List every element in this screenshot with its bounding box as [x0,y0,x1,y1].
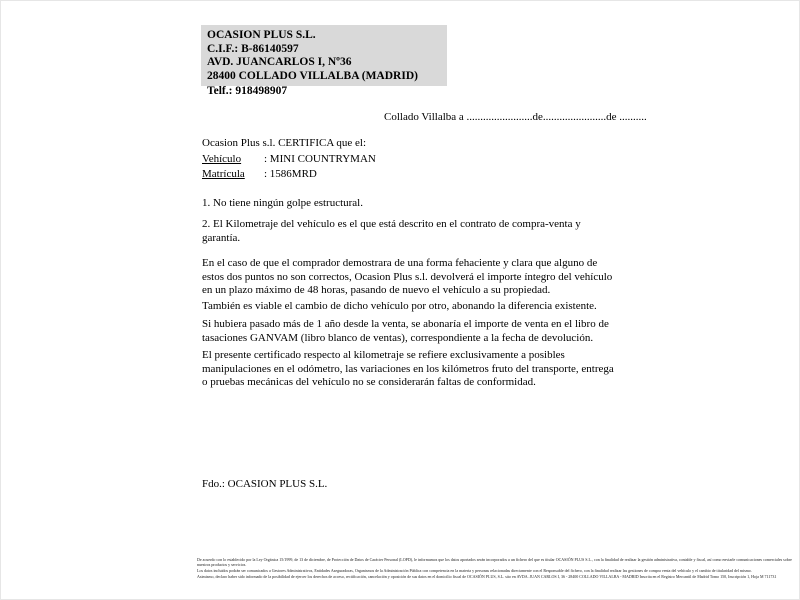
certified-point-2: 2. El Kilometraje del vehículo es el que está descrito en el contrato de compra-venta y garantía. [202,218,581,244]
legal-footer-line: Asimismo, declaro haber sido informado de la posibilidad de ejercer los derechos de acceso, rectificación, cancelación y oposición de sus datos en el domicilio fiscal de OCASIÓN PLUS, S.L. sito en AVDA. JUAN CARLOS I, 36 - 28400 COLLADO VILLALBA - MADRID Inscrita en el Registro Mercantil de Madrid Tomo 150, Inscripción 1, Hoja M 711731 [197,574,777,579]
legal-footer-line: De acuerdo con lo establecido por la Ley Orgánica 15/1999, de 13 de diciembre, de Protección de Datos de Carácter Personal (LOPD), le informamos que los datos aportados serán incorporados a un fichero del que es titular OCASIÓN PLUS S.L., con la finalidad de realizar la gestión administrativa, contable y fiscal, así como enviarle comunicaciones comerciales sobre nuestros productos y servicios. [197,557,792,567]
plate-label: Matrícula [202,168,245,180]
certify-block [202,136,376,183]
signature-line: Fdo.: OCASION PLUS S.L. [202,478,328,490]
certify-intro: Ocasion Plus s.l. CERTIFICA que el: [202,137,367,149]
company-city: 28400 COLLADO VILLALBA (MADRID) [207,69,418,82]
vehicle-row [202,152,376,168]
vehicle-label: Vehículo [202,152,242,165]
legal-footer [197,557,793,580]
plate-value: : 1586MRD [264,168,317,180]
legal-footer-line: Los datos incluidos podrán ser comunicados a Gestores Administrativos, Entidades Aseguradoras, Organismos de la Administración Pública con competencia en la materia y personas relacionadas directamente con el Responsable del fichero, con la finalidad realizar las gestiones de compra venta del vehículo y el cambio de titularidad del mismo. [197,568,752,573]
letterhead [201,25,447,86]
company-phone: Telf.: 918498907 [207,85,288,97]
paragraph-ganvam: Si hubiera pasado más de 1 año desde la venta, se abonaría el importe de venta en el libro de tasaciones GANVAM (libro blanco de ventas), correspondiente a la fecha de devolución. [202,318,609,344]
paragraph-refund: En el caso de que el comprador demostrara de una forma fehaciente y clara que alguno de estos dos puntos no son correctos, Ocasion Plus s.l. devolverá el importe íntegro del vehículo en un plazo máximo de 48 horas, pasando de nuevo el vehículo a su propiedad. [202,257,613,296]
company-cif: C.I.F.: B-86140597 [207,42,299,55]
certified-point-1: 1. No tiene ningún golpe estructural. [202,197,363,209]
company-address: AVD. JUANCARLOS I, Nº36 [207,56,352,68]
date-line: Collado Villalba a ........................de.......................de .......... [384,111,647,123]
paragraph-exchange: También es viable el cambio de dicho vehículo por otro, abonando la diferencia existente. [202,300,597,312]
plate-row [202,167,376,183]
company-name: OCASION PLUS S.L. [207,29,316,41]
paragraph-odometer: El presente certificado respecto al kilometraje se refiere exclusivamente a posibles manipulaciones en el odómetro, las variaciones en los kilómetros fruto del transporte, entrega o pruebas mecánicas del vehículo no se considerarán faltas de conformidad. [202,349,614,388]
vehicle-value: : MINI COUNTRYMAN [264,152,376,165]
